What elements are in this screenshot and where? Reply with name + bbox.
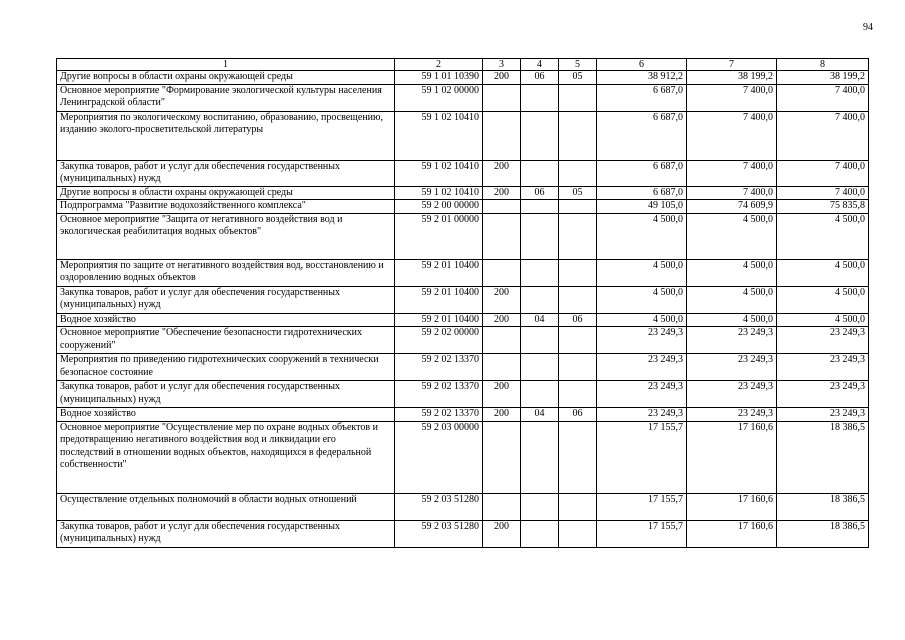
row-col5-cell (559, 84, 597, 111)
row-name-cell: Основное мероприятие "Осуществление мер по охране водных объектов и предотвращению негативного воздействия вод и ликвидации его последствий в отношении водных объектов, находящихся в федеральной собственности" (57, 421, 395, 493)
row-name-cell: Водное хозяйство (57, 408, 395, 422)
row-value7-cell: 4 500,0 (687, 213, 777, 259)
row-value7-cell: 4 500,0 (687, 313, 777, 327)
row-value8-cell: 75 835,8 (777, 200, 869, 214)
row-col4-cell (521, 160, 559, 186)
row-value7-cell: 7 400,0 (687, 186, 777, 200)
row-col5-cell (559, 421, 597, 493)
table-row (57, 327, 869, 354)
table-row (57, 520, 869, 547)
row-code-cell: 59 2 00 00000 (395, 200, 483, 214)
row-code-cell: 59 2 02 13370 (395, 408, 483, 422)
row-value7-cell: 23 249,3 (687, 354, 777, 381)
row-value8-cell: 4 500,0 (777, 259, 869, 286)
row-col4-cell (521, 493, 559, 520)
table-row (57, 313, 869, 327)
row-col5-cell (559, 259, 597, 286)
row-value7-cell: 7 400,0 (687, 160, 777, 186)
row-value8-cell: 23 249,3 (777, 354, 869, 381)
table-header-row (57, 59, 869, 71)
row-value8-cell: 18 386,5 (777, 520, 869, 547)
row-value8-cell: 7 400,0 (777, 160, 869, 186)
row-value6-cell: 4 500,0 (597, 213, 687, 259)
page-number: 94 (863, 22, 873, 33)
row-col4-cell: 04 (521, 313, 559, 327)
table-row (57, 160, 869, 186)
row-code-cell: 59 2 02 13370 (395, 354, 483, 381)
table-row (57, 493, 869, 520)
table-row (57, 354, 869, 381)
row-value6-cell: 6 687,0 (597, 111, 687, 160)
row-value8-cell: 4 500,0 (777, 213, 869, 259)
row-value7-cell: 23 249,3 (687, 327, 777, 354)
row-col5-cell (559, 286, 597, 313)
row-name-cell: Закупка товаров, работ и услуг для обеспечения государственных (муниципальных) нужд (57, 520, 395, 547)
row-code-cell: 59 1 02 10410 (395, 160, 483, 186)
row-value6-cell: 6 687,0 (597, 186, 687, 200)
row-value8-cell: 4 500,0 (777, 286, 869, 313)
row-value8-cell: 4 500,0 (777, 313, 869, 327)
header-cell: 1 (57, 59, 395, 71)
row-value7-cell: 23 249,3 (687, 381, 777, 408)
table-row (57, 421, 869, 493)
row-name-cell: Подпрограмма "Развитие водохозяйственного комплекса" (57, 200, 395, 214)
row-value6-cell: 17 155,7 (597, 493, 687, 520)
table-row (57, 381, 869, 408)
row-col5-cell (559, 213, 597, 259)
row-code-cell: 59 2 03 51280 (395, 493, 483, 520)
row-col3-cell: 200 (483, 381, 521, 408)
row-code-cell: 59 2 03 51280 (395, 520, 483, 547)
row-col3-cell: 200 (483, 408, 521, 422)
row-col3-cell (483, 493, 521, 520)
row-name-cell: Закупка товаров, работ и услуг для обеспечения государственных (муниципальных) нужд (57, 160, 395, 186)
table-row (57, 286, 869, 313)
row-col3-cell (483, 111, 521, 160)
row-col4-cell (521, 200, 559, 214)
row-col5-cell (559, 160, 597, 186)
row-name-cell: Мероприятия по экологическому воспитанию, образованию, просвещению, изданию эколого-просветительской литературы (57, 111, 395, 160)
row-name-cell: Водное хозяйство (57, 313, 395, 327)
row-col4-cell: 04 (521, 408, 559, 422)
row-name-cell: Мероприятия по приведению гидротехнических сооружений в технически безопасное состояние (57, 354, 395, 381)
header-cell: 7 (687, 59, 777, 71)
row-code-cell: 59 2 01 00000 (395, 213, 483, 259)
row-name-cell: Другие вопросы в области охраны окружающей среды (57, 186, 395, 200)
row-value6-cell: 17 155,7 (597, 421, 687, 493)
row-col4-cell (521, 381, 559, 408)
row-name-cell: Основное мероприятие "Обеспечение безопасности гидротехнических сооружений" (57, 327, 395, 354)
table-row (57, 84, 869, 111)
row-code-cell: 59 2 01 10400 (395, 313, 483, 327)
row-value7-cell: 17 160,6 (687, 520, 777, 547)
row-col4-cell (521, 111, 559, 160)
header-cell: 2 (395, 59, 483, 71)
row-col3-cell: 200 (483, 286, 521, 313)
row-code-cell: 59 2 03 00000 (395, 421, 483, 493)
row-value6-cell: 4 500,0 (597, 286, 687, 313)
row-code-cell: 59 1 01 10390 (395, 71, 483, 85)
row-value6-cell: 49 105,0 (597, 200, 687, 214)
row-col3-cell (483, 84, 521, 111)
row-col5-cell (559, 111, 597, 160)
row-code-cell: 59 1 02 00000 (395, 84, 483, 111)
row-col3-cell (483, 421, 521, 493)
table-row (57, 200, 869, 214)
row-col4-cell (521, 354, 559, 381)
header-cell: 8 (777, 59, 869, 71)
row-value8-cell: 18 386,5 (777, 493, 869, 520)
row-col5-cell (559, 200, 597, 214)
header-cell: 5 (559, 59, 597, 71)
row-value7-cell: 38 199,2 (687, 71, 777, 85)
row-name-cell: Другие вопросы в области охраны окружающей среды (57, 71, 395, 85)
row-col5-cell (559, 354, 597, 381)
row-col4-cell (521, 286, 559, 313)
row-col3-cell (483, 213, 521, 259)
row-value8-cell: 7 400,0 (777, 111, 869, 160)
table-row (57, 408, 869, 422)
row-value8-cell: 23 249,3 (777, 381, 869, 408)
row-col4-cell (521, 84, 559, 111)
row-value7-cell: 17 160,6 (687, 493, 777, 520)
row-code-cell: 59 2 01 10400 (395, 286, 483, 313)
row-col4-cell (521, 327, 559, 354)
row-name-cell: Основное мероприятие "Защита от негативного воздействия вод и экологическая реабилитация водных объектов" (57, 213, 395, 259)
row-value6-cell: 17 155,7 (597, 520, 687, 547)
row-col3-cell: 200 (483, 71, 521, 85)
row-value6-cell: 6 687,0 (597, 84, 687, 111)
row-col3-cell (483, 327, 521, 354)
header-cell: 6 (597, 59, 687, 71)
row-col4-cell (521, 520, 559, 547)
row-col5-cell: 06 (559, 313, 597, 327)
row-value6-cell: 23 249,3 (597, 381, 687, 408)
budget-table (56, 58, 869, 548)
row-col3-cell: 200 (483, 520, 521, 547)
row-value6-cell: 4 500,0 (597, 313, 687, 327)
table-row (57, 213, 869, 259)
row-col5-cell: 06 (559, 408, 597, 422)
row-code-cell: 59 1 02 10410 (395, 111, 483, 160)
row-col5-cell: 05 (559, 71, 597, 85)
row-value7-cell: 7 400,0 (687, 84, 777, 111)
row-col3-cell (483, 259, 521, 286)
header-cell: 4 (521, 59, 559, 71)
row-value8-cell: 18 386,5 (777, 421, 869, 493)
row-value8-cell: 23 249,3 (777, 327, 869, 354)
table-row (57, 186, 869, 200)
row-value7-cell: 23 249,3 (687, 408, 777, 422)
row-value8-cell: 7 400,0 (777, 186, 869, 200)
row-name-cell: Закупка товаров, работ и услуг для обеспечения государственных (муниципальных) нужд (57, 286, 395, 313)
row-code-cell: 59 2 02 13370 (395, 381, 483, 408)
row-col3-cell: 200 (483, 160, 521, 186)
row-value7-cell: 17 160,6 (687, 421, 777, 493)
row-value6-cell: 4 500,0 (597, 259, 687, 286)
row-name-cell: Мероприятия по защите от негативного воздействия вод, восстановлению и оздоровлению водных объектов (57, 259, 395, 286)
row-col3-cell: 200 (483, 186, 521, 200)
row-col5-cell: 05 (559, 186, 597, 200)
row-value8-cell: 38 199,2 (777, 71, 869, 85)
row-value8-cell: 23 249,3 (777, 408, 869, 422)
row-code-cell: 59 2 02 00000 (395, 327, 483, 354)
row-col3-cell (483, 354, 521, 381)
table-row (57, 259, 869, 286)
row-col5-cell (559, 327, 597, 354)
row-code-cell: 59 2 01 10400 (395, 259, 483, 286)
row-value7-cell: 4 500,0 (687, 259, 777, 286)
row-value8-cell: 7 400,0 (777, 84, 869, 111)
row-col4-cell: 06 (521, 71, 559, 85)
table-row (57, 71, 869, 85)
row-col4-cell (521, 213, 559, 259)
row-value7-cell: 74 609,9 (687, 200, 777, 214)
row-col5-cell (559, 520, 597, 547)
row-col5-cell (559, 381, 597, 408)
row-value6-cell: 6 687,0 (597, 160, 687, 186)
row-value7-cell: 7 400,0 (687, 111, 777, 160)
row-value7-cell: 4 500,0 (687, 286, 777, 313)
row-col4-cell: 06 (521, 186, 559, 200)
row-name-cell: Закупка товаров, работ и услуг для обеспечения государственных (муниципальных) нужд (57, 381, 395, 408)
row-name-cell: Основное мероприятие "Формирование экологической культуры населения Ленинградской области" (57, 84, 395, 111)
row-code-cell: 59 1 02 10410 (395, 186, 483, 200)
row-col5-cell (559, 493, 597, 520)
row-col4-cell (521, 421, 559, 493)
header-cell: 3 (483, 59, 521, 71)
row-value6-cell: 23 249,3 (597, 327, 687, 354)
row-col4-cell (521, 259, 559, 286)
row-value6-cell: 38 912,2 (597, 71, 687, 85)
row-col3-cell (483, 200, 521, 214)
row-col3-cell: 200 (483, 313, 521, 327)
row-value6-cell: 23 249,3 (597, 408, 687, 422)
row-name-cell: Осуществление отдельных полномочий в области водных отношений (57, 493, 395, 520)
row-value6-cell: 23 249,3 (597, 354, 687, 381)
table-row (57, 111, 869, 160)
